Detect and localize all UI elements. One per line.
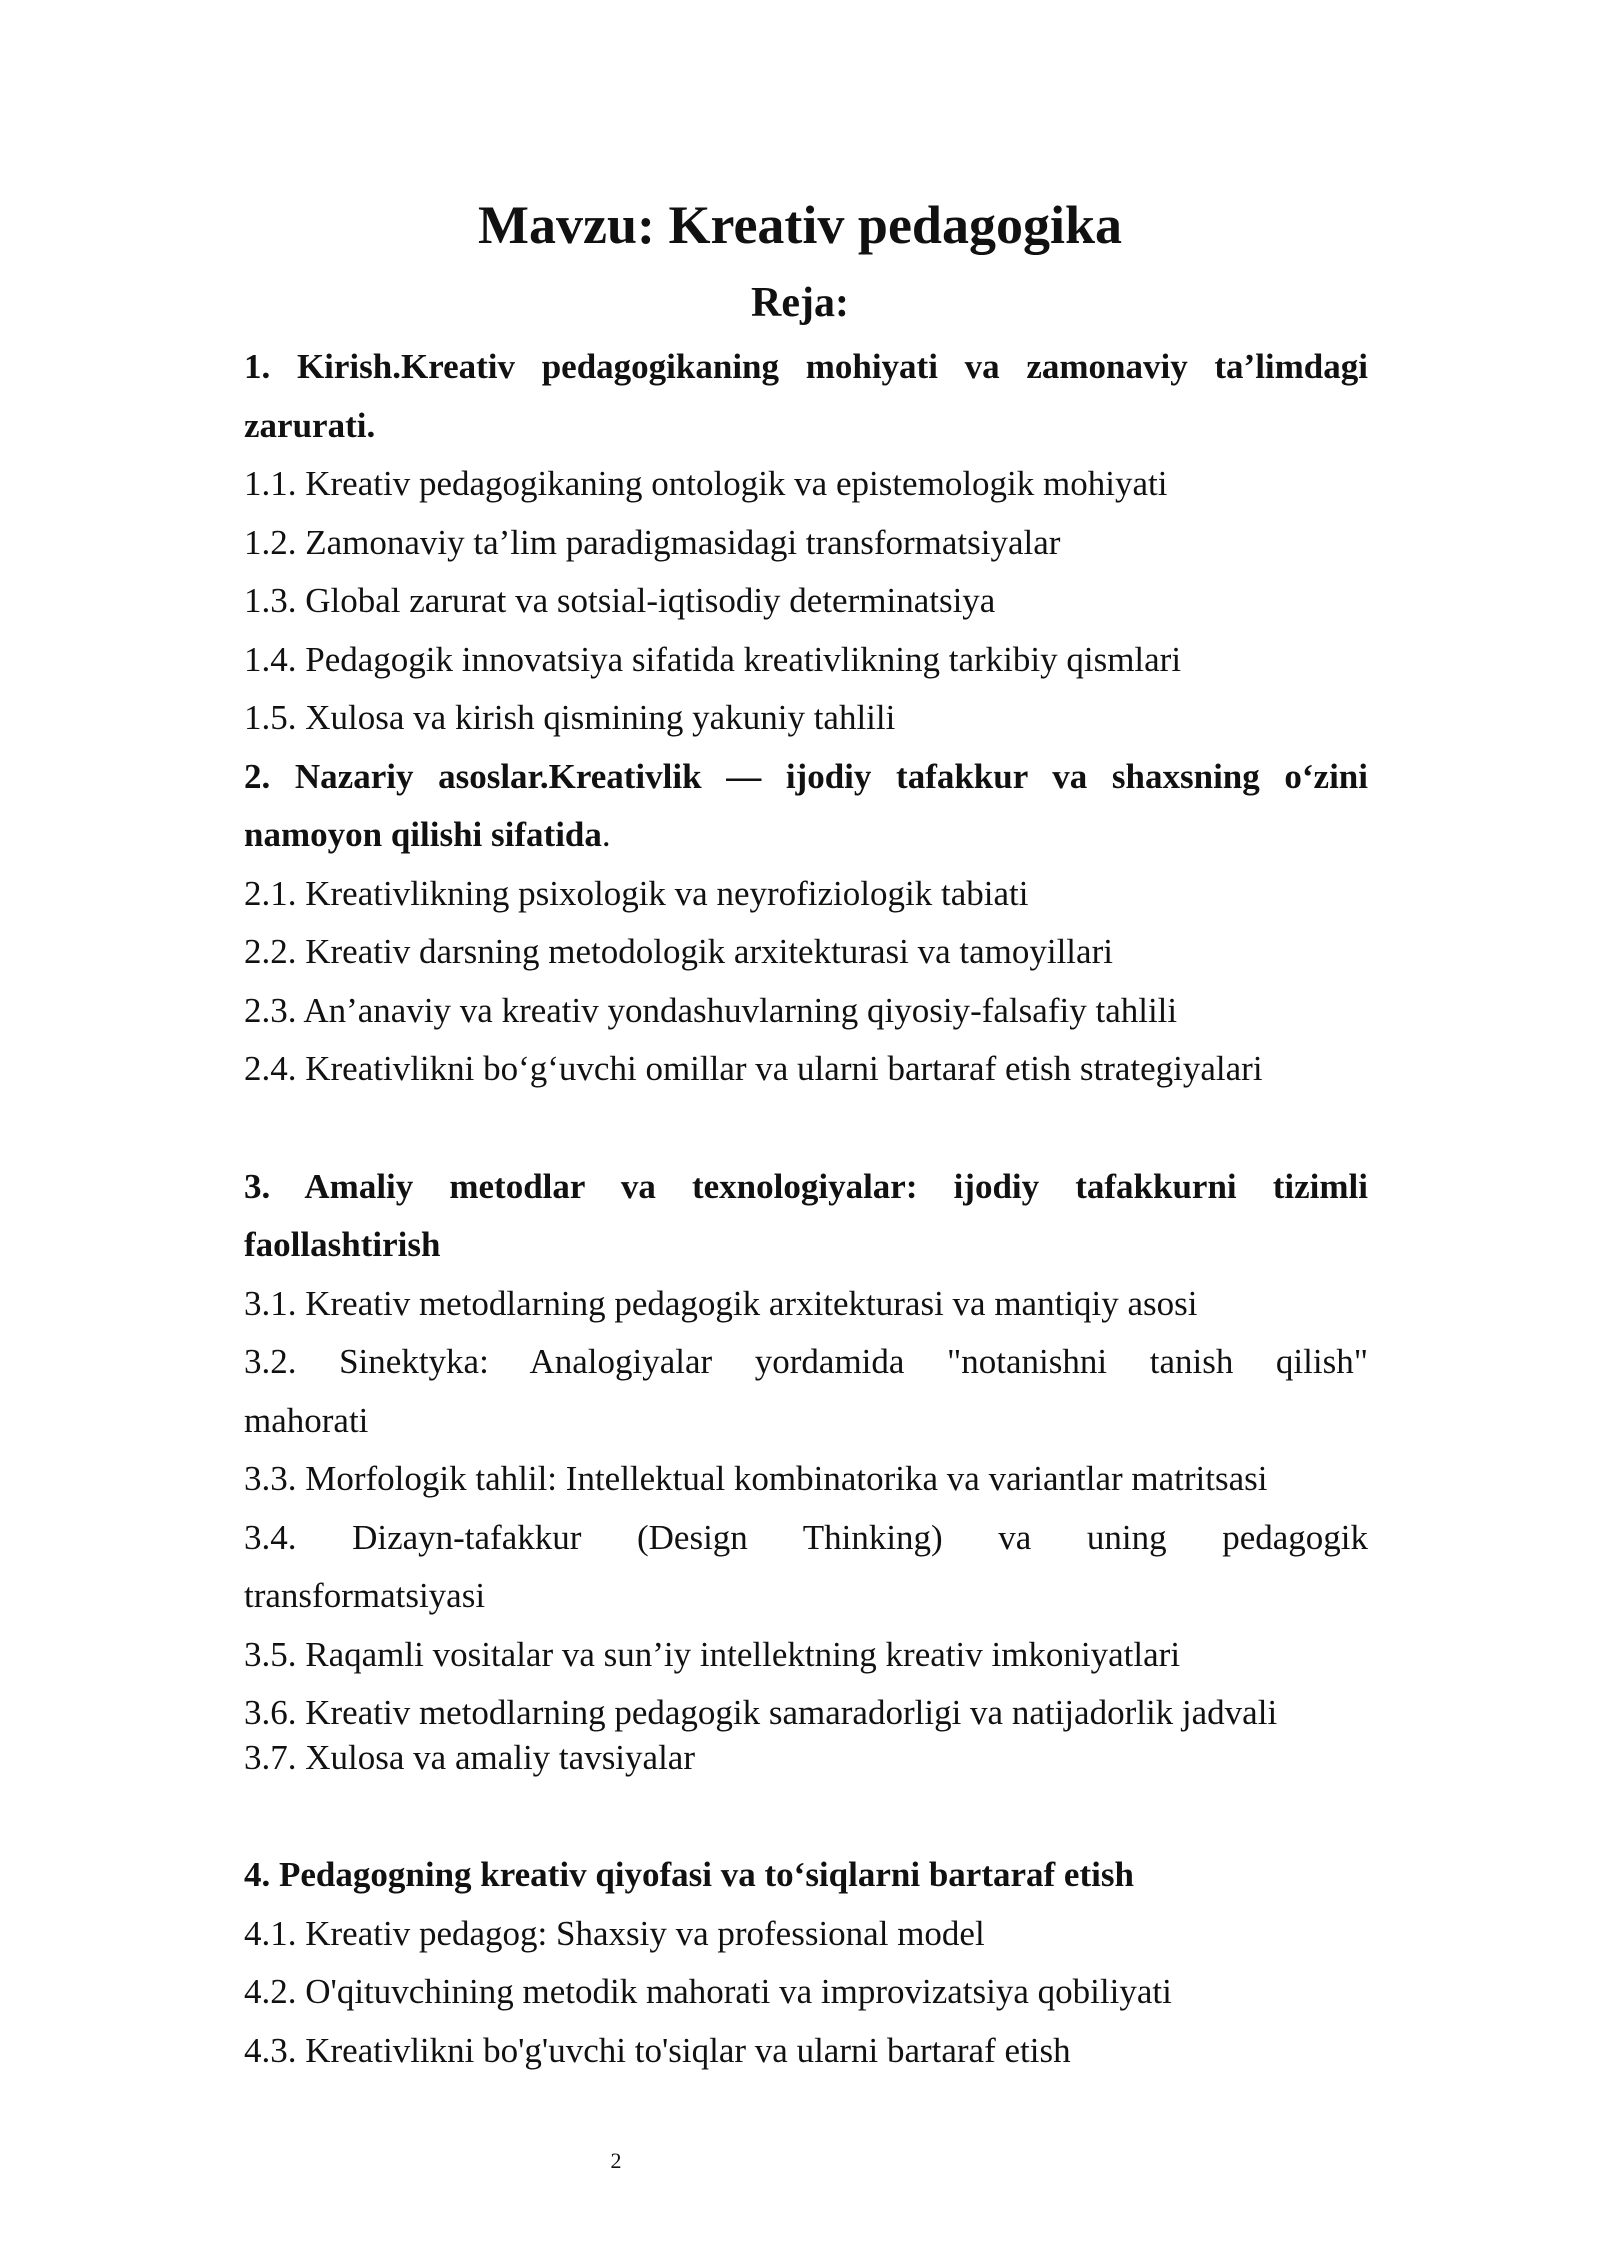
outline-item: 4.2. O'qituvchining metodik mahorati va improvizatsiya qobiliyati (244, 1972, 1172, 2011)
outline-item: 3.6. Kreativ metodlarning pedagogik samaradorligi va natijadorlik jadvali (244, 1693, 1278, 1732)
section-1-heading-cont: zarurati. (244, 405, 376, 445)
outline (244, 338, 1368, 2080)
page-number: 2 (610, 2148, 622, 2173)
section-3-heading: 3. Amaliy metodlar va texnologiyalar: ijodiy tafakkurni tizimli (244, 1166, 1368, 1206)
outline-item: 1.1. Kreativ pedagogikaning ontologik va epistemologik mohiyati (244, 464, 1168, 503)
outline-item: 2.3. An’anaviy va kreativ yondashuvlarning qiyosiy-falsafiy tahlili (244, 990, 1178, 1030)
outline-item: 3.4. Dizayn-tafakkur (Design Thinking) va uning pedagogik (244, 1517, 1368, 1557)
outline-item: 3.7. Xulosa va amaliy tavsiyalar (244, 1737, 695, 1777)
outline-item: 4.3. Kreativlikni bo'g'uvchi to'siqlar va ularni bartaraf etish (244, 2030, 1071, 2070)
outline-item: 1.4. Pedagogik innovatsiya sifatida kreativlikning tarkibiy qismlari (244, 639, 1182, 679)
page-subtitle: Reja: (751, 280, 849, 326)
section-spacer (244, 1099, 1368, 1158)
outline-item: 3.3. Morfologik tahlil: Intellektual kombinatorika va variantlar matritsasi (244, 1459, 1268, 1498)
outline-item: 1.2. Zamonaviy ta’lim paradigmasidagi transformatsiyalar (244, 522, 1061, 562)
section-2-heading-text: namoyon qilishi sifatida (244, 815, 602, 854)
outline-item: 3.5. Raqamli vositalar va sun’iy intellektning kreativ imkoniyatlari (244, 1634, 1181, 1674)
outline-item: 2.2. Kreativ darsning metodologik arxitekturasi va tamoyillari (244, 932, 1113, 971)
section-spacer (244, 1787, 1368, 1846)
outline-item: 1.5. Xulosa va kirish qismining yakuniy tahlili (244, 698, 896, 737)
page-title: Mavzu: Kreativ pedagogika (478, 195, 1122, 255)
outline-item: 1.3. Global zarurat va sotsial-iqtisodiy determinatsiya (244, 581, 996, 620)
section-2-heading-period: . (601, 815, 611, 854)
outline-item-cont: mahorati (244, 1400, 369, 1440)
section-4-heading: 4. Pedagogning kreativ qiyofasi va to‘siqlarni bartaraf etish (244, 1855, 1134, 1894)
outline-item: 3.1. Kreativ metodlarning pedagogik arxitekturasi va mantiqiy asosi (244, 1283, 1198, 1323)
section-1-heading: 1. Kirish.Kreativ pedagogikaning mohiyati va zamonaviy ta’limdagi (244, 347, 1368, 386)
section-2-heading-cont (244, 806, 1368, 865)
section-3-heading-cont: faollashtirish (244, 1225, 441, 1264)
outline-item: 2.1. Kreativlikning psixologik va neyrofiziologik tabiati (244, 873, 1029, 913)
section-2-heading: 2. Nazariy asoslar.Kreativlik — ijodiy tafakkur va shaxsning o‘zini (244, 756, 1368, 796)
outline-item: 2.4. Kreativlikni bo‘g‘uvchi omillar va ularni bartaraf etish strategiyalari (244, 1049, 1263, 1088)
outline-item: 4.1. Kreativ pedagog: Shaxsiy va professional model (244, 1913, 985, 1953)
outline-item: 3.2. Sinektyka: Analogiyalar yordamida "notanishni tanish qilish" (244, 1342, 1368, 1381)
outline-item-cont: transformatsiyasi (244, 1576, 486, 1615)
